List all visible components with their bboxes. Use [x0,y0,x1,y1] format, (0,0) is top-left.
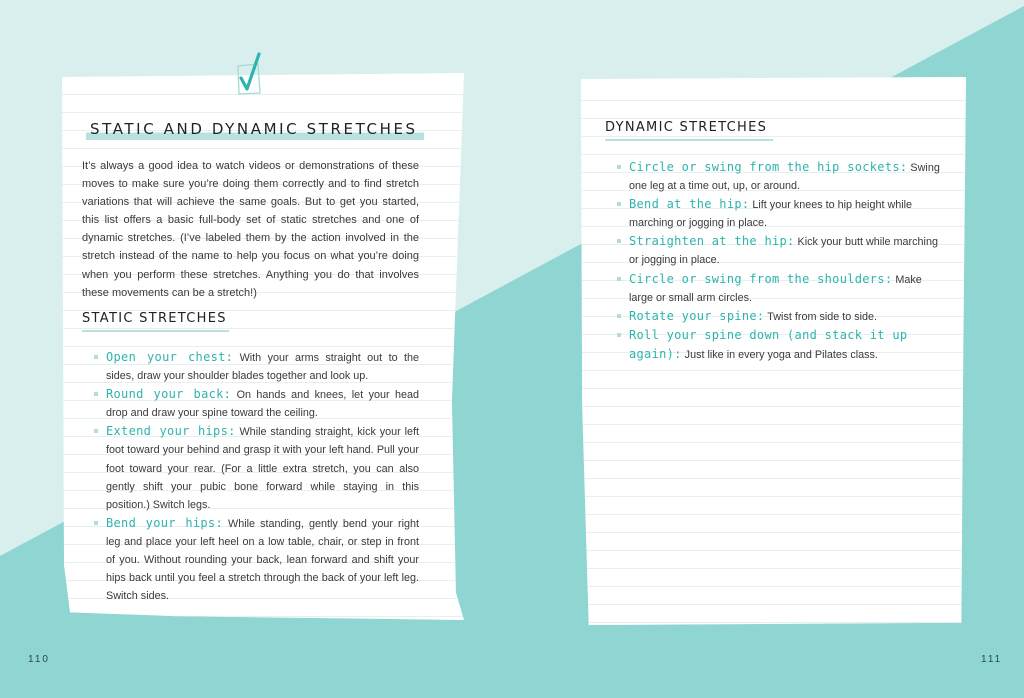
stretch-description: While standing, gently bend your right leg and place your left heel on a low table, chair, or step in front of you. Without rounding your back, lean forward and shift your hips back until you feel a stretch through the back of your left leg. Switch sides. [106,517,420,603]
stretch-term: Circle or swing from the shoulders: [629,271,893,286]
stretch-term: Bend at the hip: [629,197,750,212]
stretch-description: Make large or small arm circles. [629,273,922,304]
list-item [617,270,942,307]
stretch-term: Circle or swing from the hip sockets: [629,160,908,174]
stretch-term: Open your chest: [106,350,234,364]
dynamic-stretches-heading: DYNAMIC STRETCHES [605,120,773,141]
stretch-term: Round your back: [106,387,232,402]
static-stretches-heading: STATIC STRETCHES [82,311,229,332]
stretch-description: Twist from side to side. [764,310,878,323]
checkmark-icon [234,52,264,96]
static-stretches-list [94,348,419,605]
stretch-term: Roll your spine down (and stack it up again): [629,327,908,361]
page-number-left: 110 [28,654,50,665]
page-number-right: 111 [981,654,1003,665]
list-item [617,158,942,195]
list-item [94,422,419,513]
list-item [617,195,942,232]
list-item [94,385,419,422]
list-item [94,514,419,605]
stretch-description: While standing straight, kick your left foot toward your behind and grasp it with your left hand. Pull your foot toward your rear. (For a little extra stretch, you can also gently shift your pubic bone forward while staying in this position.) Switch legs. [106,426,419,511]
dynamic-stretches-list [617,158,942,364]
list-item [617,307,942,326]
stretch-description: Swing one leg at a time out, up, or around. [629,162,940,193]
stretch-term: Extend your hips: [106,424,236,439]
intro-paragraph: It’s always a good idea to watch videos or demonstrations of these moves to make sure you’re doing them correctly and to find stretch variations that will achieve the same goals. But to get you started, this list offers a basic full-body set of static stretches and one of dynamic stretches. (I’ve labeled them by the action involved in the stretch instead of the name to help you focus on what you’re doing when you perform these stretches. Anything you do that involves these movements can be a stretch!) [82,160,419,299]
stretch-term: Bend your hips: [106,515,223,530]
stretch-description: Just like in every yoga and Pilates class. [681,348,878,361]
list-item [94,348,419,385]
stretch-term: Straighten at the hip: [629,234,795,249]
page-title: STATIC AND DYNAMIC STRETCHES [86,120,424,140]
stretch-term: Rotate your spine: [629,308,765,323]
stretch-description: With your arms straight out to the sides, draw your shoulder blades together and look up. [106,352,419,383]
list-item [617,326,942,364]
list-item [617,232,942,269]
stretch-description: Kick your butt while marching or jogging in place. [629,236,938,267]
stretch-description: On hands and knees, let your head drop and draw your spine toward the ceiling. [106,389,419,420]
stretch-description: Lift your knees to hip height while marching or jogging in place. [629,199,913,230]
